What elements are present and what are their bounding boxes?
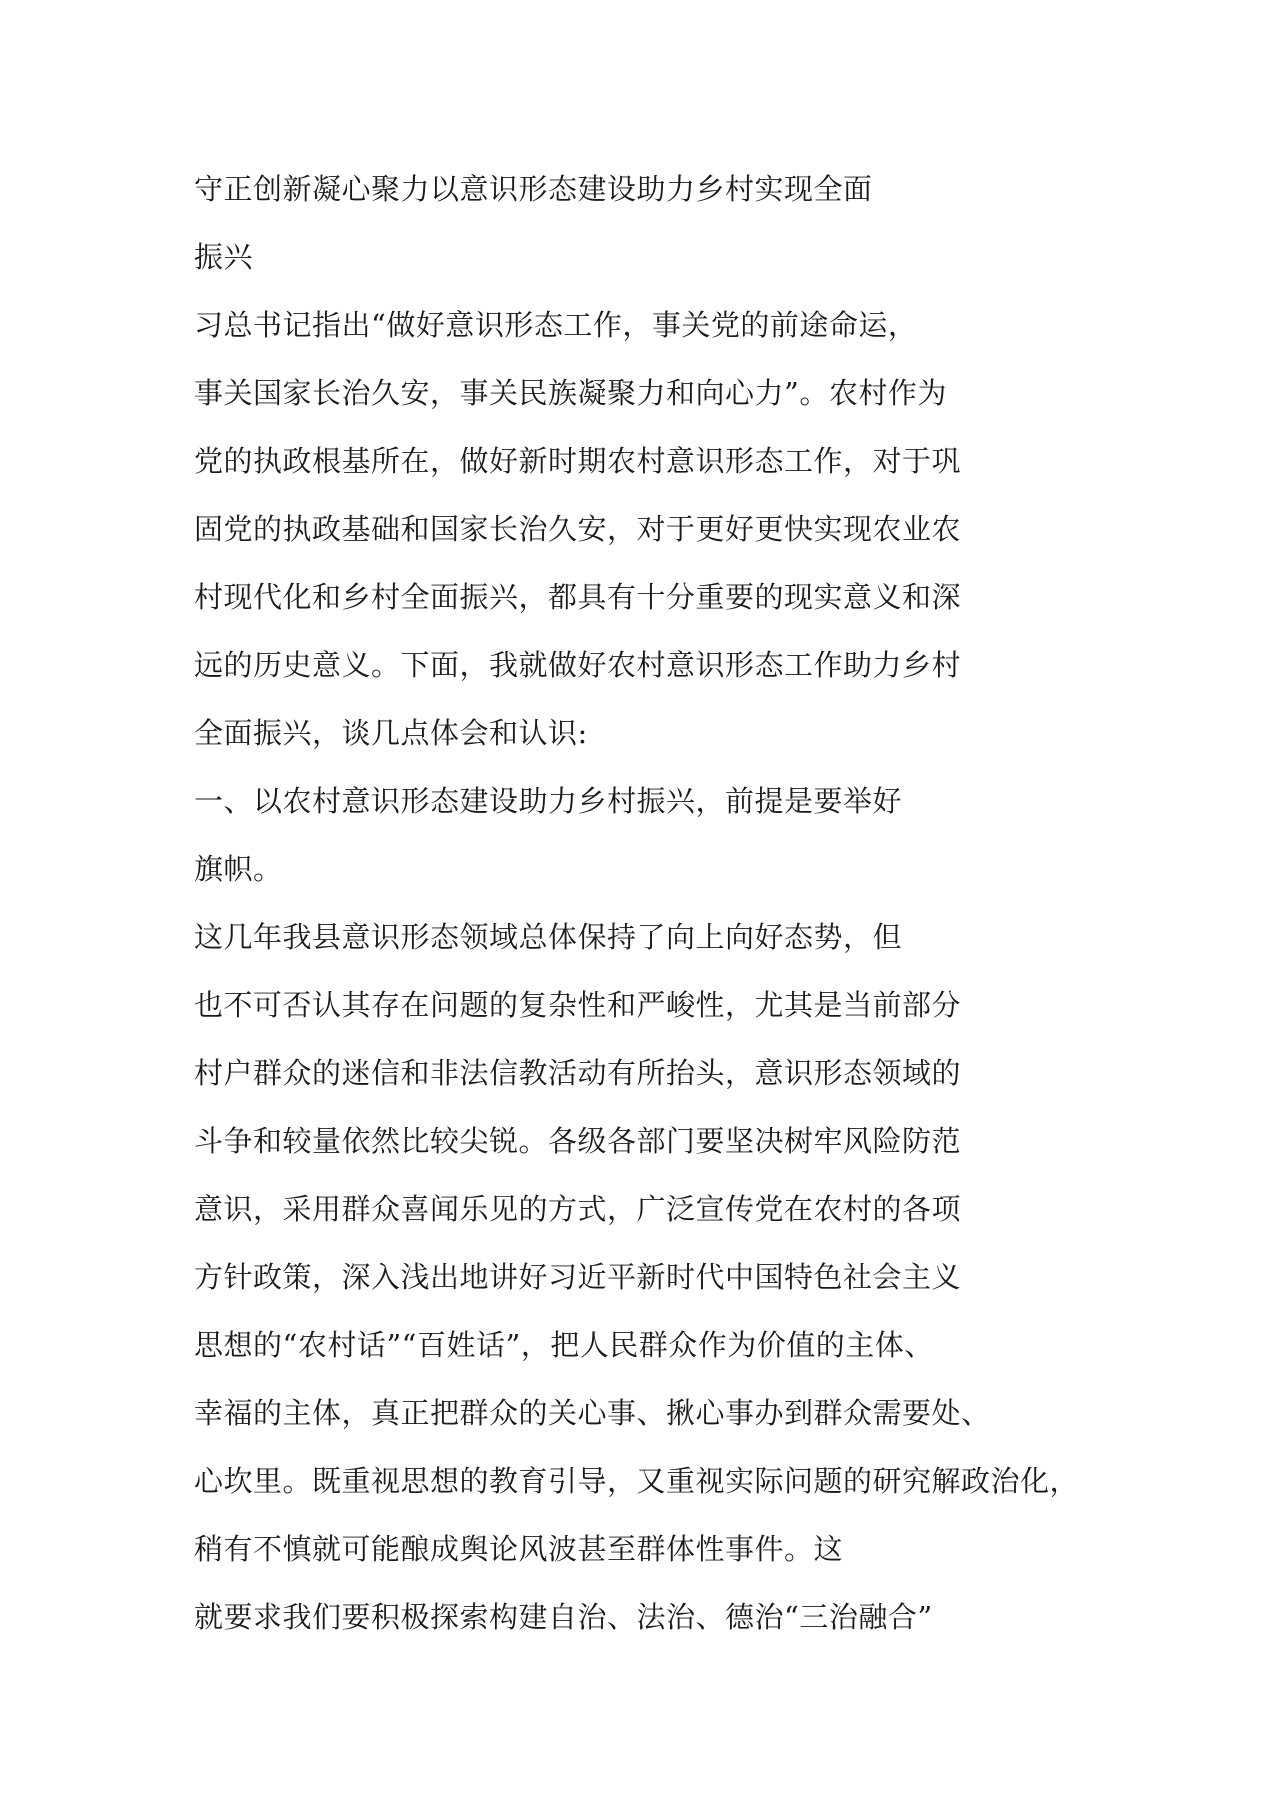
body-line: 也不可否认其存在问题的复杂性和严峻性，尤其是当前部分	[194, 988, 962, 1022]
body-line: 思想的“农村话”“百姓话”，把人民群众作为价值的主体、	[194, 1328, 934, 1362]
body-line: 党的执政根基所在，做好新时期农村意识形态工作，对于巩	[194, 444, 962, 478]
body-line: 远的历史意义。下面，我就做好农村意识形态工作助力乡村	[194, 648, 962, 682]
body-line: 就要求我们要积极探索构建自治、法治、德治“三治融合”	[194, 1600, 933, 1634]
body-line: 村现代化和乡村全面振兴，都具有十分重要的现实意义和深	[194, 580, 962, 614]
section-heading-line-2: 旗帜。	[194, 852, 283, 886]
document-title-line-2: 振兴	[194, 240, 254, 274]
body-line: 村户群众的迷信和非法信教活动有所抬头，意识形态领域的	[194, 1056, 962, 1090]
body-line: 习总书记指出“做好意识形态工作，事关党的前途命运，	[194, 308, 918, 342]
body-line: 这几年我县意识形态领域总体保持了向上向好态势，但	[194, 920, 903, 954]
body-line: 意识，采用群众喜闻乐见的方式，广泛宣传党在农村的各项	[194, 1192, 962, 1226]
document-title-line-1: 守正创新凝心聚力以意识形态建设助力乡村实现全面	[194, 172, 873, 206]
body-line: 稍有不慎就可能酿成舆论风波甚至群体性事件。这	[194, 1532, 844, 1566]
body-line: 固党的执政基础和国家长治久安，对于更好更快实现农业农	[194, 512, 962, 546]
body-line: 心坎里。既重视思想的教育引导，又重视实际问题的研究解政治化，	[194, 1464, 1080, 1498]
body-line: 斗争和较量依然比较尖锐。各级各部门要坚决树牢风险防范	[194, 1124, 962, 1158]
body-line: 事关国家长治久安，事关民族凝聚力和向心力”。农村作为	[194, 376, 947, 410]
body-line: 方针政策，深入浅出地讲好习近平新时代中国特色社会主义	[194, 1260, 962, 1294]
body-line: 全面振兴，谈几点体会和认识:	[194, 716, 588, 750]
body-line: 幸福的主体，真正把群众的关心事、揪心事办到群众需要处、	[194, 1396, 991, 1430]
section-heading-line-1: 一、以农村意识形态建设助力乡村振兴，前提是要举好	[194, 784, 903, 818]
